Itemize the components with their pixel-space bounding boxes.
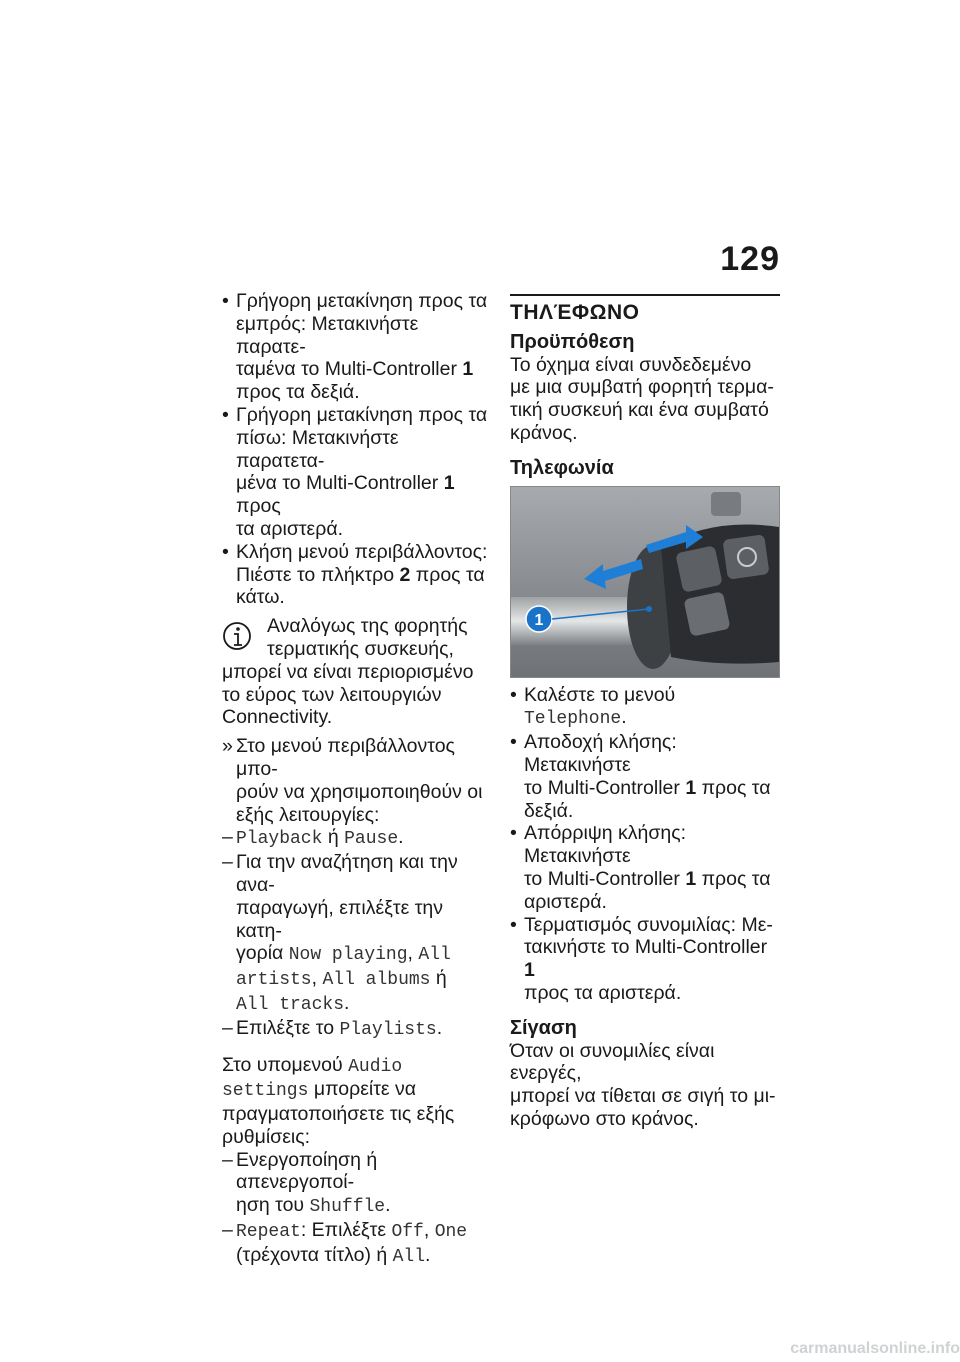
- list-item: • Τερματισμός συνομιλίας: Με- τακινήστε το Multi-Controller 1 προς τα αριστερά.: [510, 913, 773, 1004]
- submenu-paragraph: Στο υπομενού Audio settings μπορείτε να πραγματοποιήσετε τις εξής ρυθμίσεις:: [222, 1053, 455, 1148]
- bullet-icon: •: [510, 731, 517, 754]
- dash-icon: –: [222, 1148, 233, 1171]
- dash-icon: –: [222, 1016, 233, 1039]
- handlebar-photo: [510, 486, 780, 678]
- dash-item: – Repeat: Επιλέξτε Off, One (τρέχοντα τίτλο) ή All.: [222, 1219, 468, 1267]
- list-item: • Αποδοχή κλήσης: Μετακινήστε το Multi-Controller 1 προς τα δεξιά.: [510, 731, 771, 822]
- bullet-icon: •: [222, 403, 229, 426]
- dash-item: – Playback ή Pause.: [222, 826, 404, 850]
- prerequisite-text: Το όχημα είναι συνδεδεμένο με μια συμβατή φορητή τερμα- τική συσκευή και ένα συμβατό κράνος.: [510, 353, 774, 444]
- watermark-footer: carmanualsonline.info: [790, 1340, 960, 1357]
- list-item: • Γρήγορη μετακίνηση προς τα πίσω: Μετακινήστε παρατετα- μένα το Multi-Controller 1 προς τα αριστερά.: [222, 403, 488, 540]
- info-note-icon: [222, 619, 252, 653]
- page-number: 129: [720, 240, 780, 278]
- mute-title: Σίγαση: [510, 1016, 577, 1039]
- result-item: » Στο μενού περιβάλλοντος μπο- ρούν να χρησιμοποιηθούν οι εξής λειτουργίες:: [222, 735, 483, 826]
- arrow-icon: »: [222, 735, 233, 758]
- dash-item: – Ενεργοποίηση ή απενεργοποί- ηση του Shuffle.: [222, 1148, 391, 1218]
- bullet-icon: •: [510, 683, 517, 706]
- left-column: [222, 290, 492, 1269]
- bullet-icon: •: [510, 913, 517, 936]
- dash-item: – Επιλέξτε το Playlists.: [222, 1016, 443, 1040]
- handlebar-illustration: [511, 487, 779, 677]
- list-item: • Γρήγορη μετακίνηση προς τα εμπρός: Μετακινήστε παρατε- ταμένα το Multi-Controller 1 προς τα δεξιά.: [222, 290, 488, 404]
- list-item: • Κλήση μενού περιβάλλοντος: Πιέστε το πλήκτρο 2 προς τα κάτω.: [222, 540, 488, 609]
- list-item: • Καλέστε το μενού Telephone.: [510, 683, 676, 730]
- right-column: [510, 290, 780, 1131]
- info-note: Αναλόγως της φορητής τερματικής συσκευής, μπορεί να είναι περιορισμένο το εύρος των λειτουργιών Connectivity.: [222, 615, 474, 729]
- dash-icon: –: [222, 851, 233, 874]
- prerequisite-title: Προϋπόθεση: [510, 330, 635, 353]
- bullet-icon: •: [510, 822, 517, 845]
- callout-1-label: 1: [534, 611, 544, 629]
- dash-icon: –: [222, 826, 233, 849]
- bullet-icon: •: [222, 290, 229, 312]
- dash-item: – Για την αναζήτηση και την ανα- παραγωγή, επιλέξτε την κατη- γορία Now playing, All artists, All albums ή All tracks.: [222, 851, 458, 1015]
- bullet-icon: •: [222, 540, 229, 563]
- list-item: • Απόρριψη κλήσης: Μετακινήστε το Multi-Controller 1 προς τα αριστερά.: [510, 822, 771, 913]
- dash-icon: –: [222, 1219, 233, 1242]
- mute-text: Όταν οι συνομιλίες είναι ενεργές, μπορεί να τίθεται σε σιγή το μι- κρόφωνο στο κράνος.: [510, 1039, 776, 1130]
- telephony-title: Τηλεφωνία: [510, 456, 614, 479]
- section-title: ΤΗΛΈΦΩΝΟ: [510, 294, 780, 325]
